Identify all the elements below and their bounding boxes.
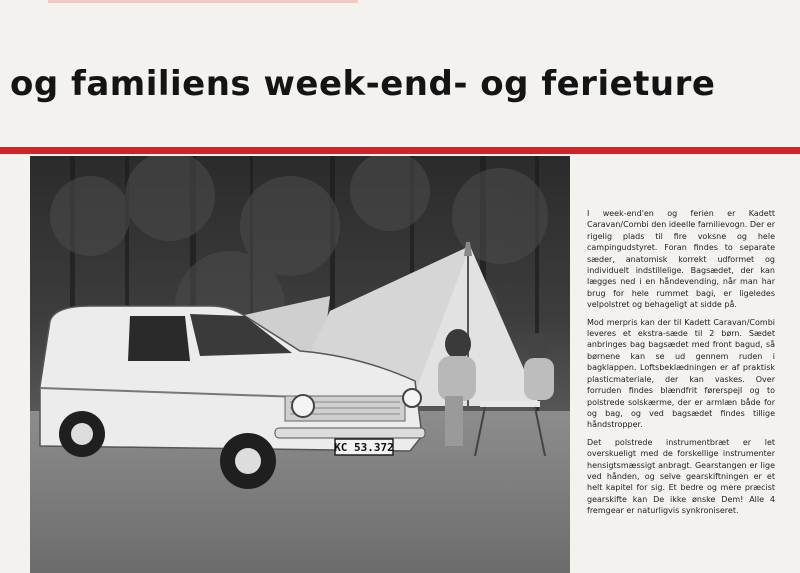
red-divider bbox=[0, 147, 800, 154]
paragraph-1: I week-end'en og ferien er Kadett Caravan/Combi den ideelle familievogn. Der er rigelig plads til fire voksne og hele campingudstyret. Foran findes to separate sæder, anatomisk korrekt udformet og individuelt indstillelige. Bagsædet, der kan lægges ned i en håndevending, når man har brug for hele rummet bagi, er ligeledes velpolstret og behageligt at sidde på. bbox=[587, 209, 775, 310]
paragraph-3: Det polstrede instrumentbræt er let overskueligt med de forskellige instrumenter hensigtsmæssigt anbragt. Gearstangen er lige ved hånden, og selve gearskiftningen er et helt kapitel for sig. Et bedre og mere præcist gearskifte kan De ikke ønske Dem! Alle 4 fremgear er naturligvis synkroniseret. bbox=[587, 437, 775, 516]
license-plate-text: KC 53.372 bbox=[334, 441, 394, 454]
article-body bbox=[587, 208, 775, 523]
top-accent-line bbox=[48, 0, 358, 3]
camping-photo-illustration bbox=[30, 156, 570, 573]
paragraph-2: Mod merpris kan der til Kadett Caravan/Combi leveres et ekstra-sæde til 2 børn. Sædet anbringes bag bagsædet med front bagud, så børnene kan se ud gennem ruden i bagklappen. Loftsbeklædningen er af praktisk plasticmateriale, der kan vaskes. Over forruden findes blændfrit førerspejl og to polstrede solskærme, der er armlæn både for og bag, og ved bagsædet findes tillige håndstropper. bbox=[587, 317, 775, 430]
page-headline: og familiens week-end- og ferieture bbox=[10, 64, 716, 104]
camping-photo bbox=[30, 156, 570, 573]
